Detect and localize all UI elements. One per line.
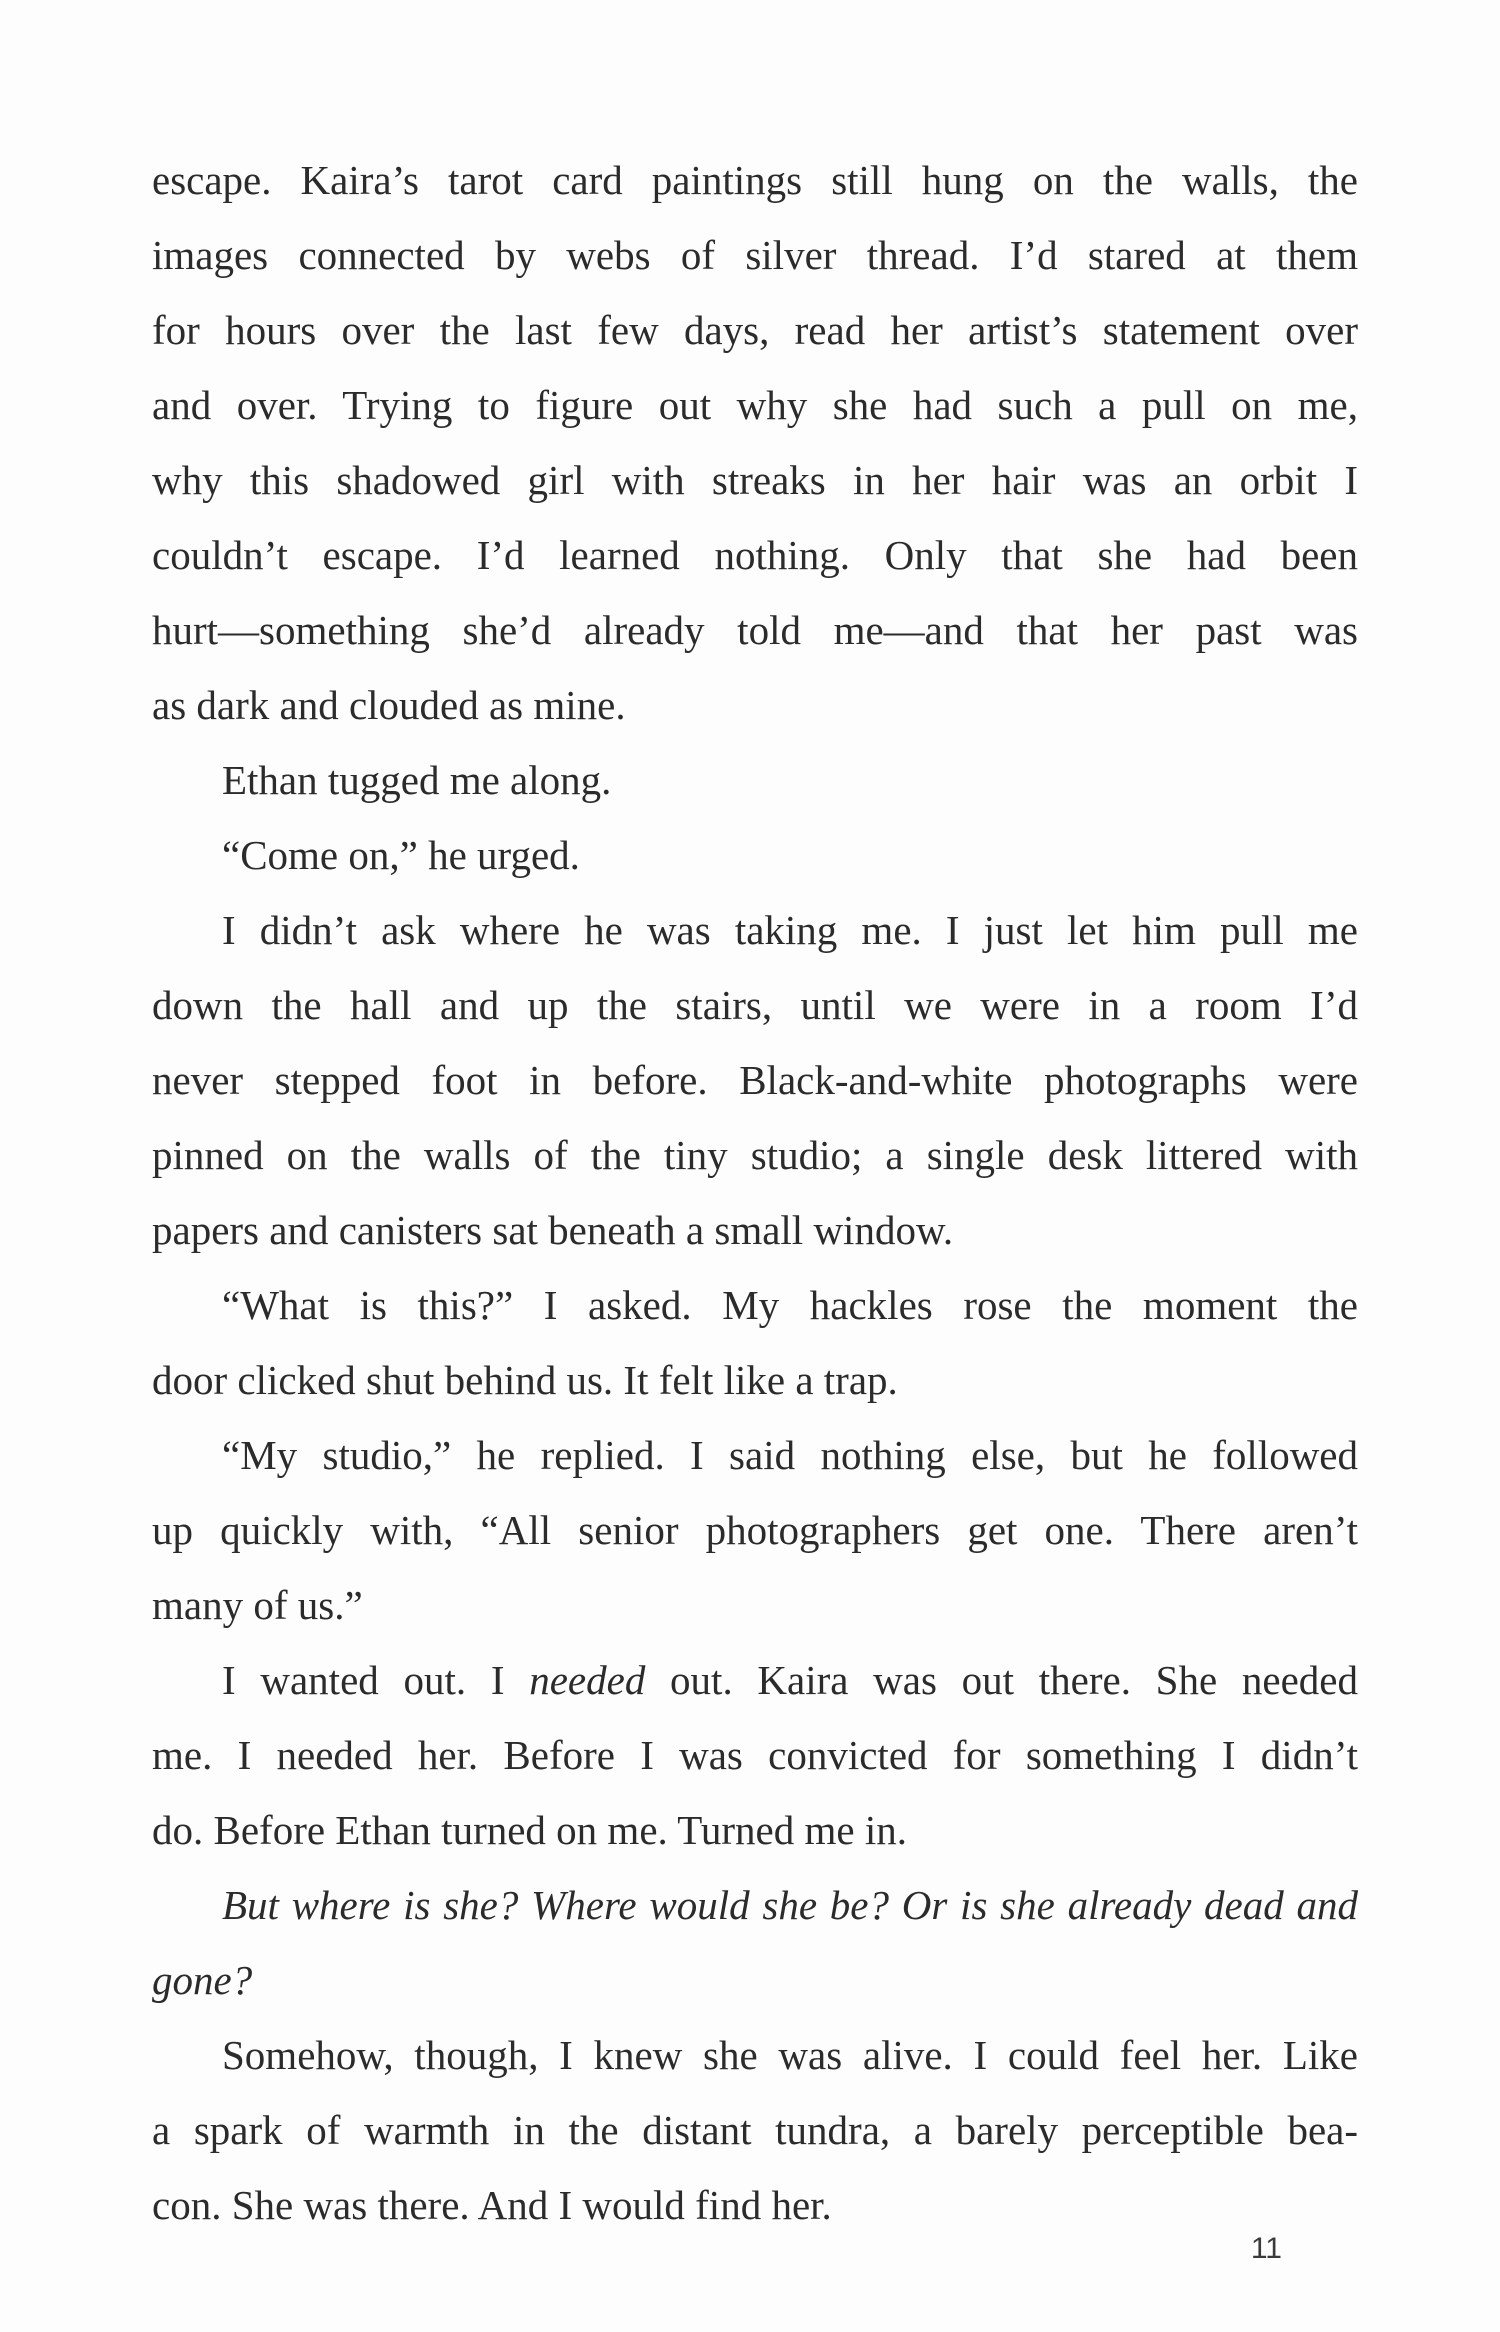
text-line: “What is this?” I asked. My hackles rose the moment the (222, 1282, 1358, 1328)
text-line: Somehow, though, I knew she was alive. I could feel her. Like (222, 2032, 1358, 2078)
text-line: a spark of warmth in the distant tundra, a barely perceptible bea- (152, 2107, 1358, 2153)
text-line: up quickly with, “All senior photographers get one. There aren’t (152, 1507, 1358, 1553)
text-line: I didn’t ask where he was taking me. I just let him pull me (222, 907, 1358, 953)
text-line: never stepped foot in before. Black-and-white photographs were (152, 1057, 1358, 1103)
text-line: me. I needed her. Before I was convicted for something I didn’t (152, 1732, 1358, 1778)
text-line: couldn’t escape. I’d learned nothing. Only that she had been (152, 532, 1358, 578)
text-line: pinned on the walls of the tiny studio; a single desk littered with (152, 1132, 1358, 1178)
text-line (152, 1943, 1358, 2018)
text-line: do. Before Ethan turned on me. Turned me in. (152, 1807, 907, 1853)
text-line: Ethan tugged me along. (222, 757, 612, 803)
text-line (152, 1643, 1358, 1718)
text-line: papers and canisters sat beneath a small window. (152, 1207, 954, 1253)
text-line: down the hall and up the stairs, until we were in a room I’d (152, 982, 1358, 1028)
page-number: 11 (1250, 2232, 1282, 2265)
text-line: for hours over the last few days, read her artist’s statement over (152, 307, 1358, 353)
italic-text: But where is she? Where would she be? Or is she already dead and (222, 1882, 1358, 1928)
text-line: as dark and clouded as mine. (152, 682, 626, 728)
text-line: and over. Trying to figure out why she had such a pull on me, (152, 382, 1358, 428)
italic-text: needed (529, 1657, 646, 1703)
text-line: hurt—something she’d already told me—and that her past was (152, 607, 1358, 653)
body-text (152, 143, 1358, 2243)
text-line (152, 1868, 1358, 1943)
text-line: con. She was there. And I would find her. (152, 2182, 832, 2228)
text-line: escape. Kaira’s tarot card paintings still hung on the walls, the (152, 157, 1358, 203)
text-line: “Come on,” he urged. (222, 832, 580, 878)
text-segment: I wanted out. I (222, 1657, 530, 1703)
text-line: images connected by webs of silver thread. I’d stared at them (152, 232, 1358, 278)
text-line: door clicked shut behind us. It felt like a trap. (152, 1357, 898, 1403)
text-line: “My studio,” he replied. I said nothing else, but he followed (222, 1432, 1358, 1478)
italic-text: gone? (152, 1957, 253, 2003)
text-segment: out. Kaira was out there. She needed (645, 1657, 1358, 1703)
text-line: why this shadowed girl with streaks in her hair was an orbit I (152, 457, 1358, 503)
text-line: many of us.” (152, 1582, 363, 1628)
